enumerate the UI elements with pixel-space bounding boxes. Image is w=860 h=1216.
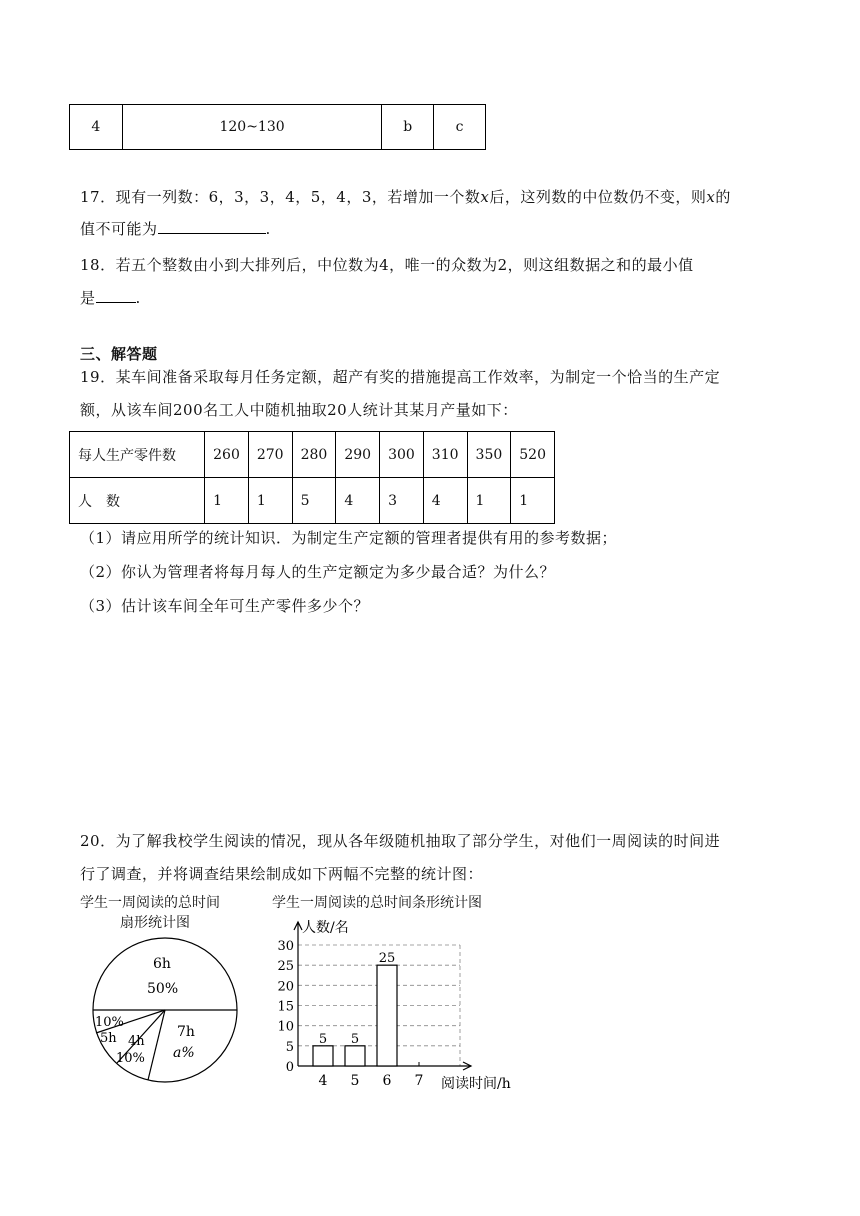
q19-line2: 额，从该车间200名工人中随机抽取20人统计其某月产量如下： [80,401,518,419]
y-tick-label: 20 [277,979,294,995]
pie-subtitle: 扇形统计图 [120,915,190,931]
q19-table-cell: 290 [336,432,380,478]
q19-sub3: （3）估计该车间全年可生产零件多少个？ [80,597,370,615]
answer-blank[interactable] [158,219,266,234]
q17-text: 值不可能为 [80,220,158,238]
top-table-cell: c [434,105,486,150]
q19-table-cell: 4 [423,478,467,524]
q17-text: 17．现有一列数：6，3，3，4，5，4，3，若增加一个数 [80,188,481,206]
q18-text: 是 [80,289,96,307]
q18-text: 18．若五个整数由小到大排列后，中位数为4，唯一的众数为2，则这组数据之和的最小值 [80,256,694,274]
bar-value-label: 25 [378,951,396,967]
q19-table-cell: 260 [205,432,249,478]
y-tick-label: 30 [277,939,294,954]
pie-label-a-pct: a% [173,1045,195,1061]
q19-table-cell: 280 [292,432,336,478]
section-title: 三、解答题 [80,345,158,363]
q19-table-cell: 1 [205,478,249,524]
bar [345,1046,365,1066]
q17-text: 后，这列数的中位数仍不变，则 [489,188,707,206]
x-tick-label: 6 [382,1073,392,1089]
q19-table-cell: 520 [511,432,555,478]
q17-var: x [706,188,716,206]
q19-table-row-label: 每人生产零件数 [70,432,205,478]
q19-table-cell: 5 [292,478,336,524]
y-tick-label: 5 [285,1039,294,1055]
q17-var: x [480,188,490,206]
bar-value-label: 5 [350,1031,360,1047]
q19-table-cell: 350 [467,432,511,478]
pie-label-10pct-5h: 10% [95,1015,124,1030]
y-tick-label: 0 [285,1060,294,1075]
x-axis-label: 阅读时间/h [441,1076,511,1092]
q18-line2 [80,287,141,308]
q18-line1 [80,254,694,275]
x-tick-label: 7 [414,1073,424,1089]
pie-label-6h: 6h [153,956,171,972]
pie-label-7h: 7h [177,1024,195,1040]
q19-table [69,431,555,524]
q20-line2: 行了调查，并将调查结果绘制成如下两幅不完整的统计图： [80,865,484,883]
q17-line1 [80,186,731,207]
bar [313,1046,333,1066]
bar [377,965,397,1066]
top-table-cell: 120~130 [122,105,382,150]
q19-table-cell: 300 [380,432,424,478]
pie-label-4h: 4h [128,1034,145,1049]
q19-line1: 19．某车间准备采取每月任务定额，超产有奖的措施提高工作效率，为制定一个恰当的生产定 [80,368,721,386]
bar-chart [275,912,515,1092]
q19-table-cell: 270 [248,432,292,478]
pie-divider [148,1010,165,1080]
q20-line1: 20．为了解我校学生阅读的情况，现从各年级随机抽取了部分学生，对他们一周阅读的时间进 [80,832,721,850]
q19-sub1: （1）请应用所学的统计知识．为制定生产定额的管理者提供有用的参考数据； [80,529,618,547]
q19-table-row-label: 人 数 [70,478,205,524]
bar-chart-title: 学生一周阅读的总时间条形统计图 [272,895,482,911]
q19-sub2: （2）你认为管理者将每月每人的生产定额定为多少最合适？为什么？ [80,563,556,581]
q17-end: . [265,220,271,238]
q19-table-cell: 4 [336,478,380,524]
x-tick-label: 5 [350,1073,360,1089]
pie-chart [85,935,245,1085]
q19-table-cell: 310 [423,432,467,478]
q17-text: 的 [715,188,731,206]
pie-label-5h: 5h [100,1031,117,1046]
q19-table-cell: 1 [248,478,292,524]
top-table [69,104,486,150]
top-table-cell: b [382,105,434,150]
q18-end: . [135,289,141,307]
x-tick-label: 4 [318,1073,328,1089]
answer-blank[interactable] [96,288,136,303]
pie-label-10pct-4h: 10% [116,1051,145,1066]
q19-table-cell: 1 [467,478,511,524]
y-tick-label: 25 [277,959,294,975]
q19-table-cell: 3 [380,478,424,524]
top-table-cell: 4 [70,105,123,150]
y-tick-label: 10 [277,1019,294,1035]
y-tick-label: 15 [277,999,294,1015]
y-axis-label: 人数/名 [302,920,349,936]
pie-label-50pct: 50% [147,981,179,997]
pie-title: 学生一周阅读的总时间 [80,895,220,911]
q19-table-cell: 1 [511,478,555,524]
q17-line2 [80,218,271,239]
bar-value-label: 5 [318,1031,328,1047]
